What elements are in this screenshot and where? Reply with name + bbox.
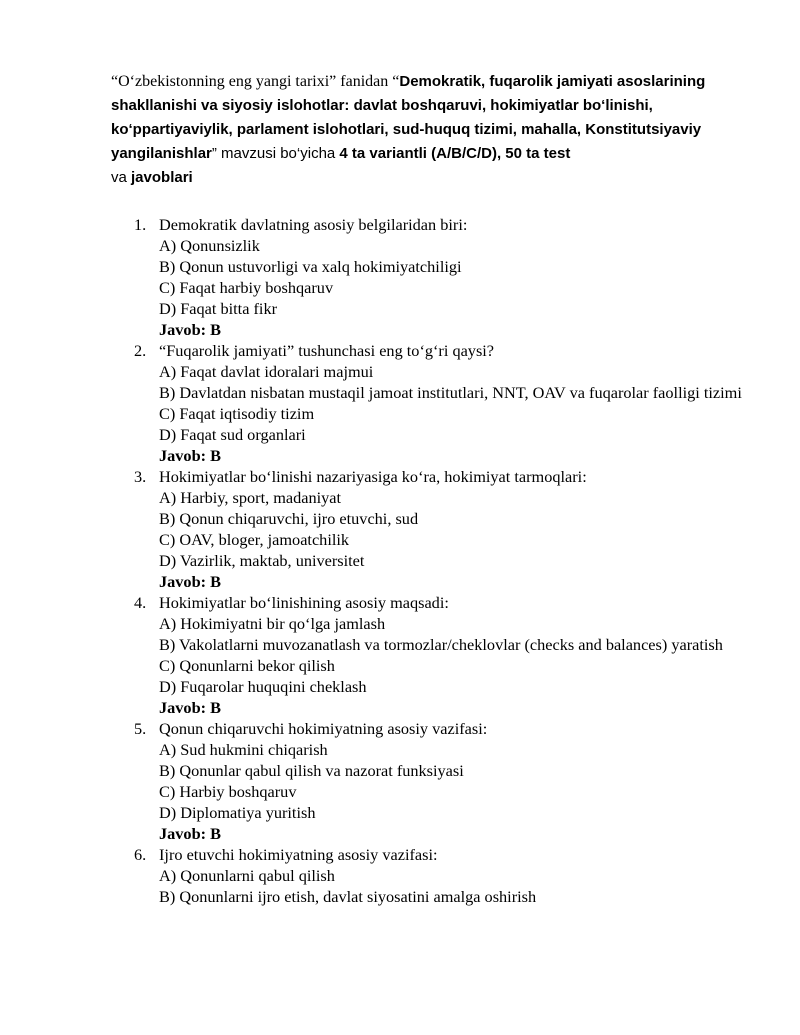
question-text: Hokimiyatlar bo‘linishi nazariyasiga ko‘ra, hokimiyat tarmoqlari: [159, 467, 587, 486]
question-item [0, 214, 800, 340]
question-item [0, 592, 800, 718]
intro-topic: Demokratik, fuqarolik jamiyati asoslarining shakllanishi va siyosiy islohotlar: davlat boshqaruvi, hokimiyatlar bo‘linishi, ko‘ppartiyaviylik, parlament islohotlari, sud-huquq tizimi, mahalla, Konstitutsiyaviy yangilanishlar [111, 73, 706, 162]
option-d: D) Vazirlik, maktab, universitet [159, 551, 365, 570]
intro-mavzusi: ” mavzusi bo‘yicha [211, 145, 340, 162]
option-d: D) Diplomatiya yuritish [159, 803, 316, 822]
question-number: 6. [134, 845, 147, 864]
question-text: Demokratik davlatning asosiy belgilaridan biri: [159, 215, 468, 234]
answer-label: Javob: B [159, 446, 221, 465]
option-d: D) Faqat bitta fikr [159, 299, 278, 318]
answer-label: Javob: B [159, 698, 221, 717]
question-item [0, 844, 800, 907]
question-text: Qonun chiqaruvchi hokimiyatning asosiy vazifasi: [159, 719, 488, 738]
option-b: B) Qonun ustuvorligi va xalq hokimiyatchiligi [159, 257, 462, 276]
option-b: B) Qonunlar qabul qilish va nazorat funksiyasi [159, 761, 464, 780]
question-item [0, 466, 800, 592]
option-c: C) Harbiy boshqaruv [159, 782, 297, 801]
question-body [159, 214, 749, 340]
option-b: B) Vakolatlarni muvozanatlash va tormozlar/cheklovlar (checks and balances) yaratish [159, 635, 723, 654]
option-c: C) OAV, bloger, jamoatchilik [159, 530, 350, 549]
option-a: A) Hokimiyatni bir qo‘lga jamlash [159, 614, 386, 633]
question-number: 1. [134, 215, 147, 234]
intro-fanidan: ” fanidan “ [329, 73, 400, 90]
question-body [159, 844, 749, 907]
option-b: B) Qonun chiqaruvchi, ijro etuvchi, sud [159, 509, 419, 528]
option-c: C) Faqat harbiy boshqaruv [159, 278, 334, 297]
intro-variants: 4 ta variantli (A/B/C/D), 50 ta test [339, 145, 571, 162]
intro-subject: O‘zbekistonning eng yangi tarixi [118, 73, 330, 90]
question-body [159, 340, 749, 466]
intro-va: va [111, 169, 132, 186]
option-b: B) Davlatdan nisbatan mustaqil jamoat institutlari, NNT, OAV va fuqarolar faolligi tizimi [159, 383, 742, 402]
question-number: 2. [134, 341, 147, 360]
question-text: “Fuqarolik jamiyati” tushunchasi eng to‘g‘ri qaysi? [159, 341, 495, 360]
option-a: A) Harbiy, sport, madaniyat [159, 488, 342, 507]
document-intro [111, 70, 751, 190]
option-a: A) Faqat davlat idoralari majmui [159, 362, 374, 381]
question-text: Hokimiyatlar bo‘linishining asosiy maqsadi: [159, 593, 449, 612]
option-d: D) Fuqarolar huquqini cheklash [159, 677, 367, 696]
answer-label: Javob: B [159, 572, 221, 591]
question-list [0, 214, 800, 907]
answer-label: Javob: B [159, 824, 221, 843]
option-a: A) Qonunlarni qabul qilish [159, 866, 335, 885]
question-item [0, 718, 800, 844]
question-text: Ijro etuvchi hokimiyatning asosiy vazifasi: [159, 845, 438, 864]
option-d: D) Faqat sud organlari [159, 425, 306, 444]
question-body [159, 466, 749, 592]
option-a: A) Qonunsizlik [159, 236, 260, 255]
option-c: C) Faqat iqtisodiy tizim [159, 404, 315, 423]
question-body [159, 592, 749, 718]
question-number: 4. [134, 593, 147, 612]
option-c: C) Qonunlarni bekor qilish [159, 656, 335, 675]
intro-open-quote: “ [111, 73, 119, 90]
question-number: 5. [134, 719, 147, 738]
option-b: B) Qonunlarni ijro etish, davlat siyosatini amalga oshirish [159, 887, 537, 906]
question-item [0, 340, 800, 466]
intro-javoblari: javoblari [131, 169, 193, 186]
answer-label: Javob: B [159, 320, 221, 339]
question-number: 3. [134, 467, 147, 486]
question-body [159, 718, 749, 844]
option-a: A) Sud hukmini chiqarish [159, 740, 328, 759]
